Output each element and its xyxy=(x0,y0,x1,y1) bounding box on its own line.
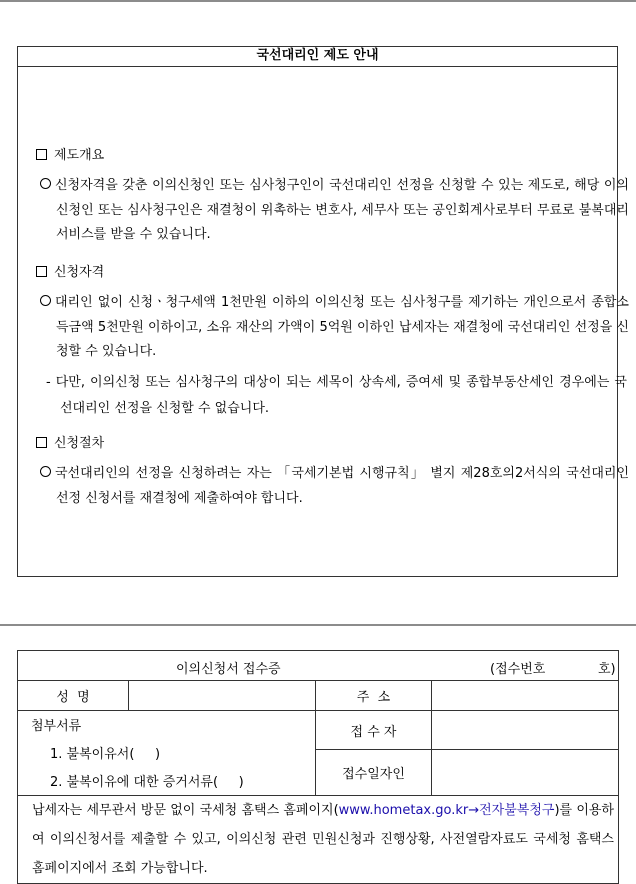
address-label: 주 소 xyxy=(316,681,432,711)
section-divider-rule xyxy=(0,624,636,626)
receipt-date-stamp-field[interactable] xyxy=(432,750,619,796)
square-bullet-icon xyxy=(36,266,47,277)
name-field[interactable] xyxy=(129,681,316,711)
top-rule xyxy=(0,0,636,2)
section-heading-procedure: 신청절차 xyxy=(36,432,104,451)
hometax-notice-text: 납세자는 세무관서 방문 없이 국세청 홈택스 홈페이지( xyxy=(32,803,339,818)
attachment-objection-reason: 1. 불복이유서( ) xyxy=(50,747,161,762)
receipt-number-label: (접수번호 xyxy=(490,662,546,677)
eligibility-paragraph: 대리인 없이 신청ㆍ청구세액 1천만원 이하의 이의신청 또는 심사청구를 제기하는 개인으로서 종합소득금액 5천만원 이하이고, 소유 재산의 가액이 5억원 이하인 납세자는 재결청에 국선대리인 선정을 신청할 수 있습니다. xyxy=(40,291,629,365)
dash-bullet-icon: - xyxy=(46,375,56,390)
receipt-title: 이의신청서 접수증 xyxy=(176,662,281,677)
attachment-evidence-documents: 2. 불복이유에 대한 증거서류( ) xyxy=(50,775,244,790)
procedure-paragraph: 국선대리인의 선정을 신청하려는 자는 「국세기본법 시행규칙」 별지 제28호의2서식의 국선대리인 선정 신청서를 재결청에 제출하여야 합니다. xyxy=(40,462,629,511)
circle-bullet-icon xyxy=(40,466,51,477)
name-label: 성 명 xyxy=(18,681,129,711)
section-heading-eligibility: 신청자격 xyxy=(36,261,104,280)
hometax-link[interactable]: www.hometax.go.kr→전자불복청구 xyxy=(338,803,555,818)
square-bullet-icon xyxy=(36,437,47,448)
receiver-label: 접 수 자 xyxy=(316,711,432,750)
receiver-field[interactable] xyxy=(432,711,619,750)
circle-bullet-icon xyxy=(40,178,51,189)
receipt-form-table xyxy=(17,650,619,884)
hometax-notice-text-continued: )를 이용하여 이의신청서를 제출할 수 있고, 이의신청 관련 민원신청과 진행상황, 사전열람자료도 국세청 홈택스 홈페이지에서 조회 가능합니다. xyxy=(32,803,614,876)
square-bullet-icon xyxy=(36,149,47,160)
overview-paragraph: 신청자격을 갖춘 이의신청인 또는 심사청구인이 국선대리인 선정을 신청할 수 있는 제도로, 해당 이의신청인 또는 심사청구인은 재결청이 위촉하는 변호사, 세무사 또는 공인회계사로부터 무료로 불복대리 서비스를 받을 수 있습니다. xyxy=(40,174,629,248)
public-representative-guide-box xyxy=(17,46,629,577)
receipt-date-stamp-label: 접수일자인 xyxy=(316,750,432,796)
eligibility-exception-paragraph: - 다만, 이의신청 또는 심사청구의 대상이 되는 세목이 상속세, 증여세 및 종합부동산세인 경우에는 국선대리인 선정을 신청할 수 없습니다. xyxy=(46,375,627,416)
receipt-number-suffix: 호) xyxy=(598,662,616,677)
section-heading-overview: 제도개요 xyxy=(36,144,104,163)
attachments-cell xyxy=(18,711,316,796)
hometax-notice-cell xyxy=(18,796,619,884)
circle-bullet-icon xyxy=(40,295,51,306)
address-field[interactable] xyxy=(432,681,619,711)
attachments-label: 첨부서류 xyxy=(31,719,82,734)
receipt-title-row xyxy=(18,651,619,681)
guide-title: 국선대리인 제도 안내 xyxy=(18,47,617,67)
